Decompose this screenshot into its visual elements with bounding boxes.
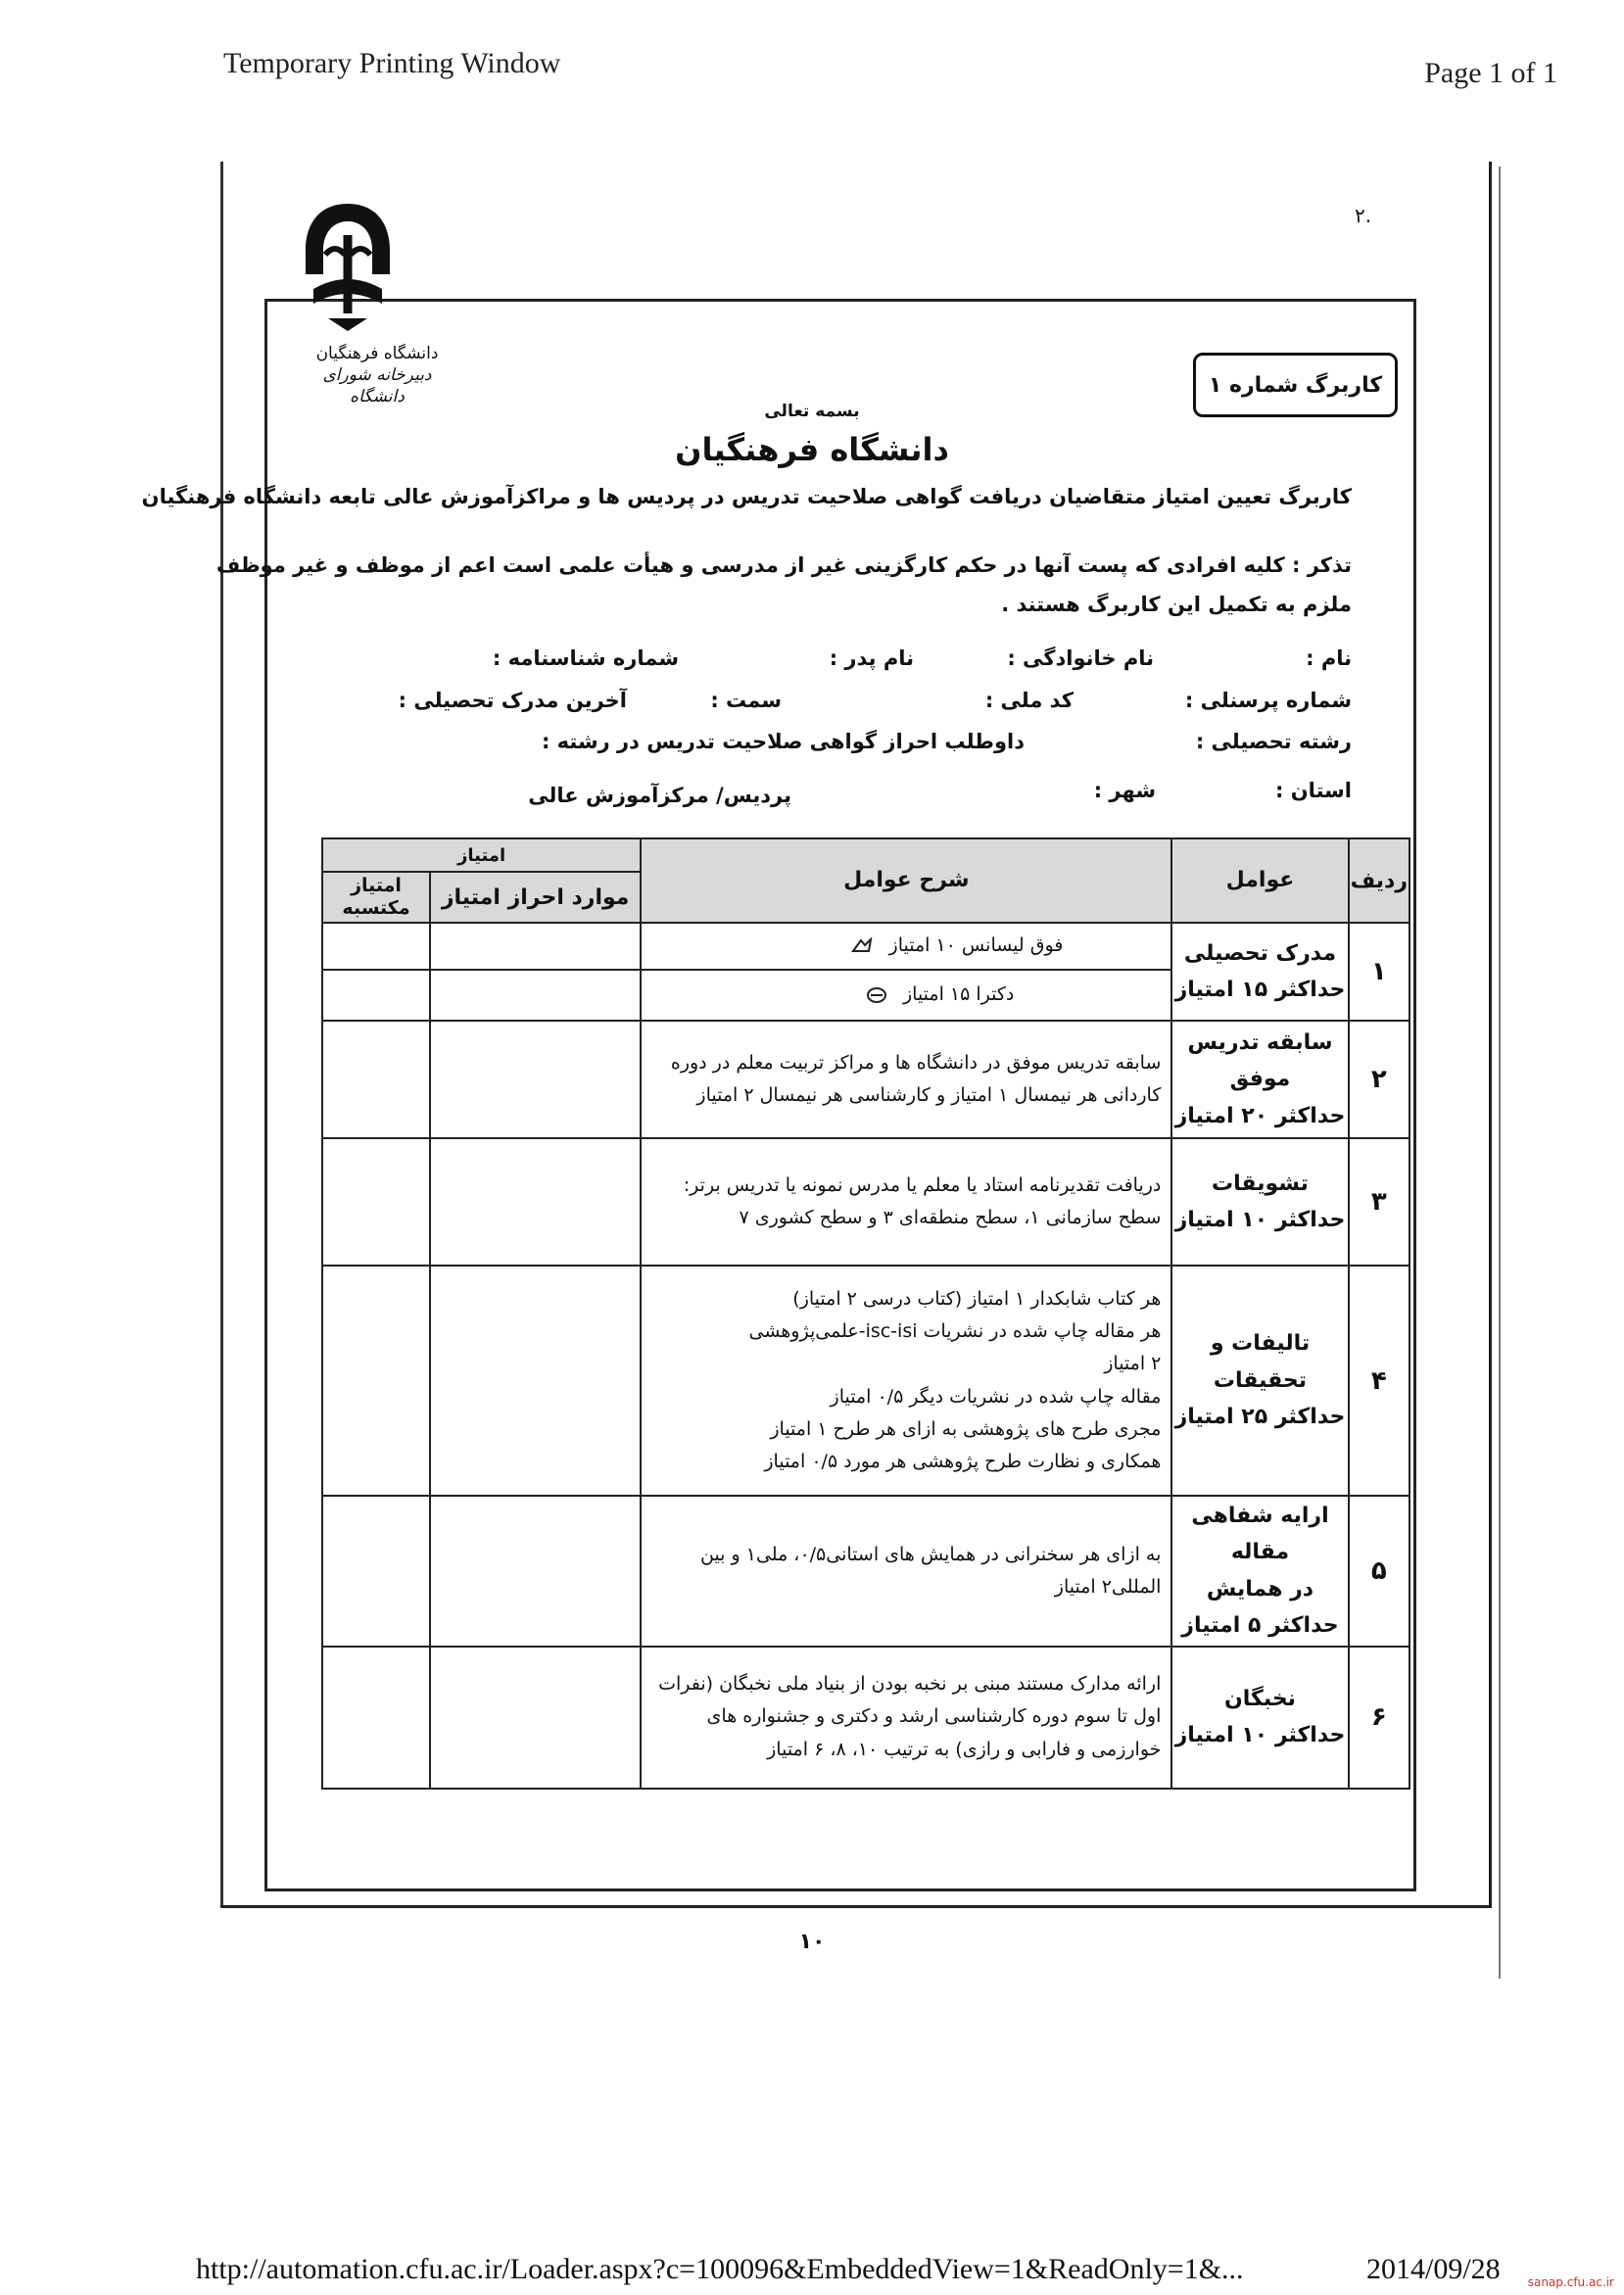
card-number-box: کاربرگ شماره ۱ <box>1193 353 1398 417</box>
form-subtitle: کاربرگ تعیین امتیاز متقاضیان دریافت گواهی صلاحیت تدریس در پردیس ها و مراکزآموزش عالی تابعه دانشگاه فرهنگیان <box>141 485 1352 508</box>
desc-cell: سابقه تدریس موفق در دانشگاه ها و مراکز تربیت معلم در دوره کاردانی هر نیمسال ۱ امتیاز و کارشناسی هر نیمسال ۲ امتیاز <box>641 1021 1171 1138</box>
header-factor: عوامل <box>1171 838 1348 923</box>
note-line-2: ملزم به تکمیل این کاربرگ هستند . <box>1001 593 1352 616</box>
earned-cell[interactable] <box>322 1138 430 1266</box>
table-row <box>322 1138 1409 1266</box>
items-cell[interactable] <box>430 1138 641 1266</box>
table-row <box>322 1266 1409 1496</box>
header-earned: امتیاز مکتسبه <box>322 872 430 923</box>
items-cell[interactable] <box>430 1021 641 1138</box>
desc-cell <box>641 923 1171 970</box>
field-national-code: کد ملی : <box>984 689 1074 712</box>
field-id-number: شماره شناسنامه : <box>492 646 679 670</box>
factor-cell <box>1171 1138 1348 1266</box>
items-cell[interactable] <box>430 1496 641 1647</box>
factor-title-2: در همایش <box>1206 1576 1314 1602</box>
desc-cell: ارائه مدارک مستند مبنی بر نخبه بودن از بنیاد ملی نخبگان (نفرات اول تا سوم دوره کارشناسی ارشد و دکتری و جشنواره های خوارزمی و فارابی و رازی) به ترتیب ۱۰، ۸، ۶ امتیاز <box>641 1647 1171 1789</box>
desc-line: هر کتاب شابکدار ۱ امتیاز (کتاب درسی ۲ امتیاز) <box>792 1287 1162 1310</box>
factor-max: حداکثر ۲۰ امتیاز <box>1174 1103 1346 1128</box>
earned-cell[interactable] <box>322 923 430 970</box>
bismillah: بسمه تعالی <box>764 402 860 421</box>
row-number: ۱ <box>1349 923 1409 1021</box>
items-cell[interactable] <box>430 970 641 1021</box>
factor-cell <box>1171 923 1348 1021</box>
print-window-title: Temporary Printing Window <box>223 47 561 79</box>
desc-line: هر مقاله چاپ شده در نشریات isc-isi-علمی‌پژوهشی <box>748 1320 1162 1342</box>
stamp-mark-icon <box>866 986 887 1004</box>
footer-url: http://automation.cfu.ac.ir/Loader.aspx?c=100096&EmbeddedView=1&ReadOnly=1&... <box>196 2253 1244 2285</box>
outer-frame-left <box>220 162 223 1905</box>
earned-cell[interactable] <box>322 1496 430 1647</box>
corner-watermark: sanap.cfu.ac.ir <box>1527 2275 1614 2289</box>
factor-cell <box>1171 1647 1348 1789</box>
field-family: نام خانوادگی : <box>1007 646 1154 670</box>
factor-max: حداکثر ۱۰ امتیاز <box>1174 1723 1346 1748</box>
top-mark: ۲. <box>1355 204 1372 227</box>
field-campus: پردیس/ مرکزآموزش عالی <box>528 784 791 807</box>
row-number: ۲ <box>1349 1021 1409 1138</box>
university-title: دانشگاه فرهنگیان <box>675 431 949 468</box>
field-personnel: شماره پرسنلی : <box>1184 689 1352 712</box>
desc-cell <box>641 1266 1171 1496</box>
logo-caption-line1: دانشگاه فرهنگیان <box>315 344 439 363</box>
factor-title: نخبگان <box>1224 1686 1296 1711</box>
logo-caption-line2: دبیرخانه شورای دانشگاه <box>322 365 432 407</box>
items-cell[interactable] <box>430 1647 641 1789</box>
note-line-1: تذکر : کلیه افرادی که پست آنها در حکم کارگزینی غیر از مدرسی و هیأت علمی است اعم از موظف و غیر موظف <box>215 553 1352 577</box>
header-score-group: امتیاز <box>322 838 641 872</box>
table-row <box>322 923 1409 970</box>
page-indicator: Page 1 of 1 <box>1424 57 1557 89</box>
row-number: ۴ <box>1349 1266 1409 1496</box>
stamp-mark-icon <box>851 937 873 955</box>
desc-line: ۲ امتیاز <box>1104 1353 1162 1375</box>
factor-max: حداکثر ۱۰ امتیاز <box>1174 1208 1346 1232</box>
logo-caption <box>299 343 455 407</box>
row-number: ۶ <box>1349 1647 1409 1789</box>
header-items: موارد احراز امتیاز <box>430 872 641 923</box>
earned-cell[interactable] <box>322 970 430 1021</box>
items-cell[interactable] <box>430 923 641 970</box>
factor-cell <box>1171 1266 1348 1496</box>
field-position: سمت : <box>710 689 782 712</box>
factor-max: حداکثر ۱۵ امتیاز <box>1174 978 1346 1002</box>
row-number: ۳ <box>1349 1138 1409 1266</box>
desc-text: دکترا ۱۵ امتیاز <box>902 983 1015 1006</box>
factor-title: تالیفات و تحقیقات <box>1210 1331 1311 1393</box>
factor-title: مدرک تحصیلی <box>1183 940 1337 966</box>
row-number: ۵ <box>1349 1496 1409 1647</box>
table-row <box>322 1021 1409 1138</box>
desc-line: مجری طرح های پژوهشی به ازای هر طرح ۱ امتیاز <box>770 1417 1162 1440</box>
header-row-number: ردیف <box>1349 838 1409 923</box>
field-city: شهر : <box>1093 779 1156 802</box>
desc-cell: به ازای هر سخنرانی در همایش های استانی۰/۵، ملی۱ و بین المللی۲ امتیاز <box>641 1496 1171 1647</box>
desc-line: مقاله چاپ شده در نشریات دیگر ۰/۵ امتیاز <box>830 1385 1162 1408</box>
footer-date: 2014/09/28 <box>1366 2253 1501 2285</box>
field-name: نام : <box>1306 646 1352 670</box>
factor-max: حداکثر ۵ امتیاز <box>1181 1613 1339 1639</box>
table-row <box>322 1647 1409 1789</box>
desc-cell: دریافت تقدیرنامه استاد یا معلم یا مدرس نمونه یا تدریس برتر: سطح سازمانی ۱، سطح منطقه‌ای ۳ و سطح کشوری ۷ <box>641 1138 1171 1266</box>
table-row <box>322 1496 1409 1647</box>
factor-cell <box>1171 1496 1348 1647</box>
field-major: رشته تحصیلی : <box>1195 730 1352 753</box>
factor-title: سابقه تدریس موفق <box>1187 1029 1333 1092</box>
score-table <box>321 837 1410 1790</box>
factor-title: تشویقات <box>1212 1171 1309 1196</box>
earned-cell[interactable] <box>322 1266 430 1496</box>
factor-max: حداکثر ۲۵ امتیاز <box>1174 1405 1346 1430</box>
earned-cell[interactable] <box>322 1647 430 1789</box>
desc-text: فوق لیسانس ۱۰ امتیاز <box>888 934 1064 957</box>
field-province: استان : <box>1275 779 1352 802</box>
field-last-degree: آخرین مدرک تحصیلی : <box>398 689 627 712</box>
university-logo-icon <box>294 196 402 333</box>
field-applicant: داوطلب احراز گواهی صلاحیت تدریس در رشته : <box>541 730 1025 753</box>
items-cell[interactable] <box>430 1266 641 1496</box>
header-description: شرح عوامل <box>641 838 1171 923</box>
desc-cell <box>641 970 1171 1021</box>
field-father: نام پدر : <box>829 646 914 670</box>
earned-cell[interactable] <box>322 1021 430 1138</box>
page-number: ۱۰ <box>798 1930 826 1954</box>
factor-title: ارایه شفاهی مقاله <box>1191 1504 1329 1565</box>
desc-line: همکاری و نظارت طرح پژوهشی هر مورد ۰/۵ امتیاز <box>764 1451 1162 1472</box>
factor-cell <box>1171 1021 1348 1138</box>
